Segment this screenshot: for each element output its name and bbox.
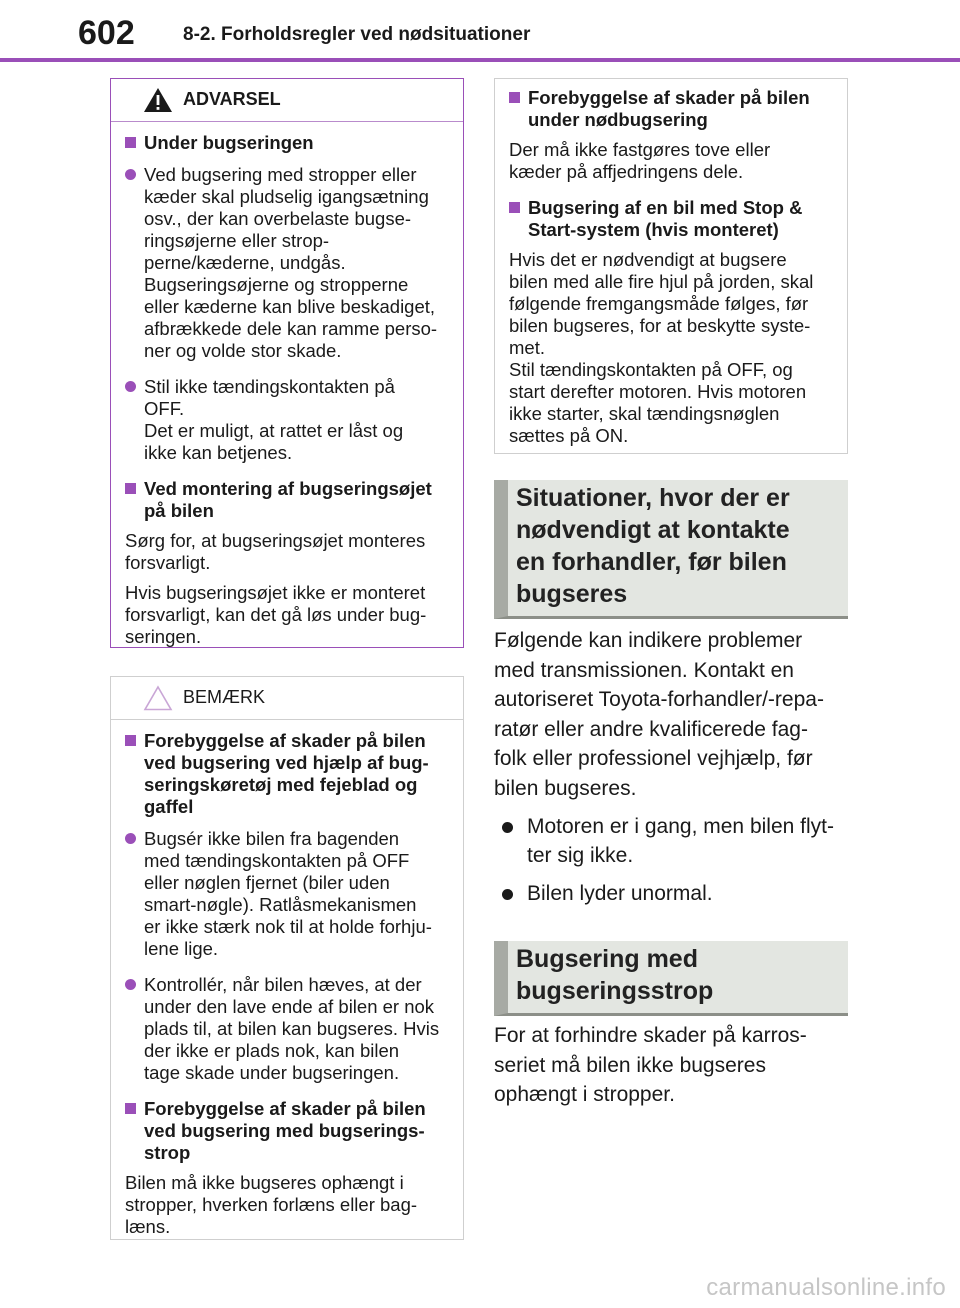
bullet-dot-icon [502,822,513,833]
warning-item: Ved bugsering med stropper eller kæder skal pludselig igangsætning osv., der kan overbelaste bugse- ringsøjerne eller strop- perne/kæderne, undgås. Bugseringsøjerne og stropperne eller kæderne kan blive beskadiget, afbrækkede dele kan ramme perso- ner og volde stor skade. [125,164,449,362]
square-bullet-icon [125,483,136,494]
warning-triangle-icon [143,87,173,113]
round-bullet-icon [125,833,136,844]
note-paragraph: Bilen må ikke bugseres ophængt i stropper, hverken forlæns eller bag- læns. [125,1172,418,1237]
section-title: 8-2. Forholdsregler ved nødsituationer [183,24,531,45]
page-number: 602 [78,14,135,52]
section-intro: Følgende kan indikere problemer med transmissionen. Kontakt en autoriseret Toyota-forhandler/-repa- ratør eller andre kvalificerede fag- folk eller professionel vejhjælp, før bilen bugseres. [494,629,824,800]
note-box-continued [494,78,848,454]
watermark: carmanualsonline.info [706,1274,946,1301]
note-subheading: Forebyggelse af skader på bilen ved bugsering med bugserings- strop [125,1098,449,1164]
note-title: BEMÆRK [183,687,266,707]
note-box-header [111,677,463,720]
square-bullet-icon [125,137,136,148]
section-heading: Bugsering med bugseringsstrop [494,941,848,1016]
note-subheading: Forebyggelse af skader på bilen under nødbugsering [509,87,833,131]
warning-box-header [111,79,463,122]
square-bullet-icon [125,1103,136,1114]
warning-paragraph: Sørg for, at bugseringsøjet monteres forsvarligt. [125,530,426,573]
warning-box [110,78,464,648]
list-item: Bilen lyder unormal. [494,879,844,909]
warning-subheading: Under bugseringen [125,132,449,154]
note-paragraph: Der må ikke fastgøres tove eller kæder på affjedringens dele. [509,139,771,182]
round-bullet-icon [125,979,136,990]
note-item: Kontrollér, når bilen hæves, at der under den lave ende af bilen er nok plads til, at bilen kan bugseres. Hvis der ikke er plads nok, kan bilen tage skade under bugseringen. [125,974,449,1084]
round-bullet-icon [125,169,136,180]
round-bullet-icon [125,381,136,392]
note-item: Bugsér ikke bilen fra bagenden med tændingskontakten på OFF eller nøglen fjernet (biler uden smart-nøgle). Ratlåsmekanismen er ikke stærk nok til at holde forhju- lene lige. [125,828,449,960]
header-rule [0,58,960,62]
section-heading: Situationer, hvor der er nødvendigt at kontakte en forhandler, før bilen bugseres [494,480,848,619]
note-subheading: Bugsering af en bil med Stop & Start-system (hvis monteret) [509,197,833,241]
bullet-dot-icon [502,889,513,900]
list-item: Motoren er i gang, men bilen flyt- ter sig ikke. [494,812,844,871]
caution-triangle-outline-icon [143,685,173,711]
section-body [494,626,844,908]
warning-item: Stil ikke tændingskontakten på OFF. Det er muligt, at rattet er låst og ikke kan betjenes. [125,376,449,464]
square-bullet-icon [125,735,136,746]
note-paragraph: Hvis det er nødvendigt at bugsere bilen med alle fire hjul på jorden, skal følgende fremgangsmåde følges, før bilen bugseres, for at beskytte syste- met. Stil tændingskontakten på OFF, og start derefter motoren. Hvis motoren ikke starter, skal tændingsnøglen sættes på ON. [509,249,814,446]
section-body: For at forhindre skader på karros- seriet må bilen ikke bugseres ophængt i stropper. [494,1024,807,1107]
warning-subheading: Ved montering af bugseringsøjet på bilen [125,478,449,522]
warning-title: ADVARSEL [183,89,281,109]
note-subheading: Forebyggelse af skader på bilen ved bugsering ved hjælp af bug- seringskøretøj med fejeblad og gaffel [125,730,449,818]
square-bullet-icon [509,202,520,213]
square-bullet-icon [509,92,520,103]
warning-paragraph: Hvis bugseringsøjet ikke er monteret forsvarligt, kan det gå løs under bug- seringen. [125,582,427,647]
note-box [110,676,464,1240]
